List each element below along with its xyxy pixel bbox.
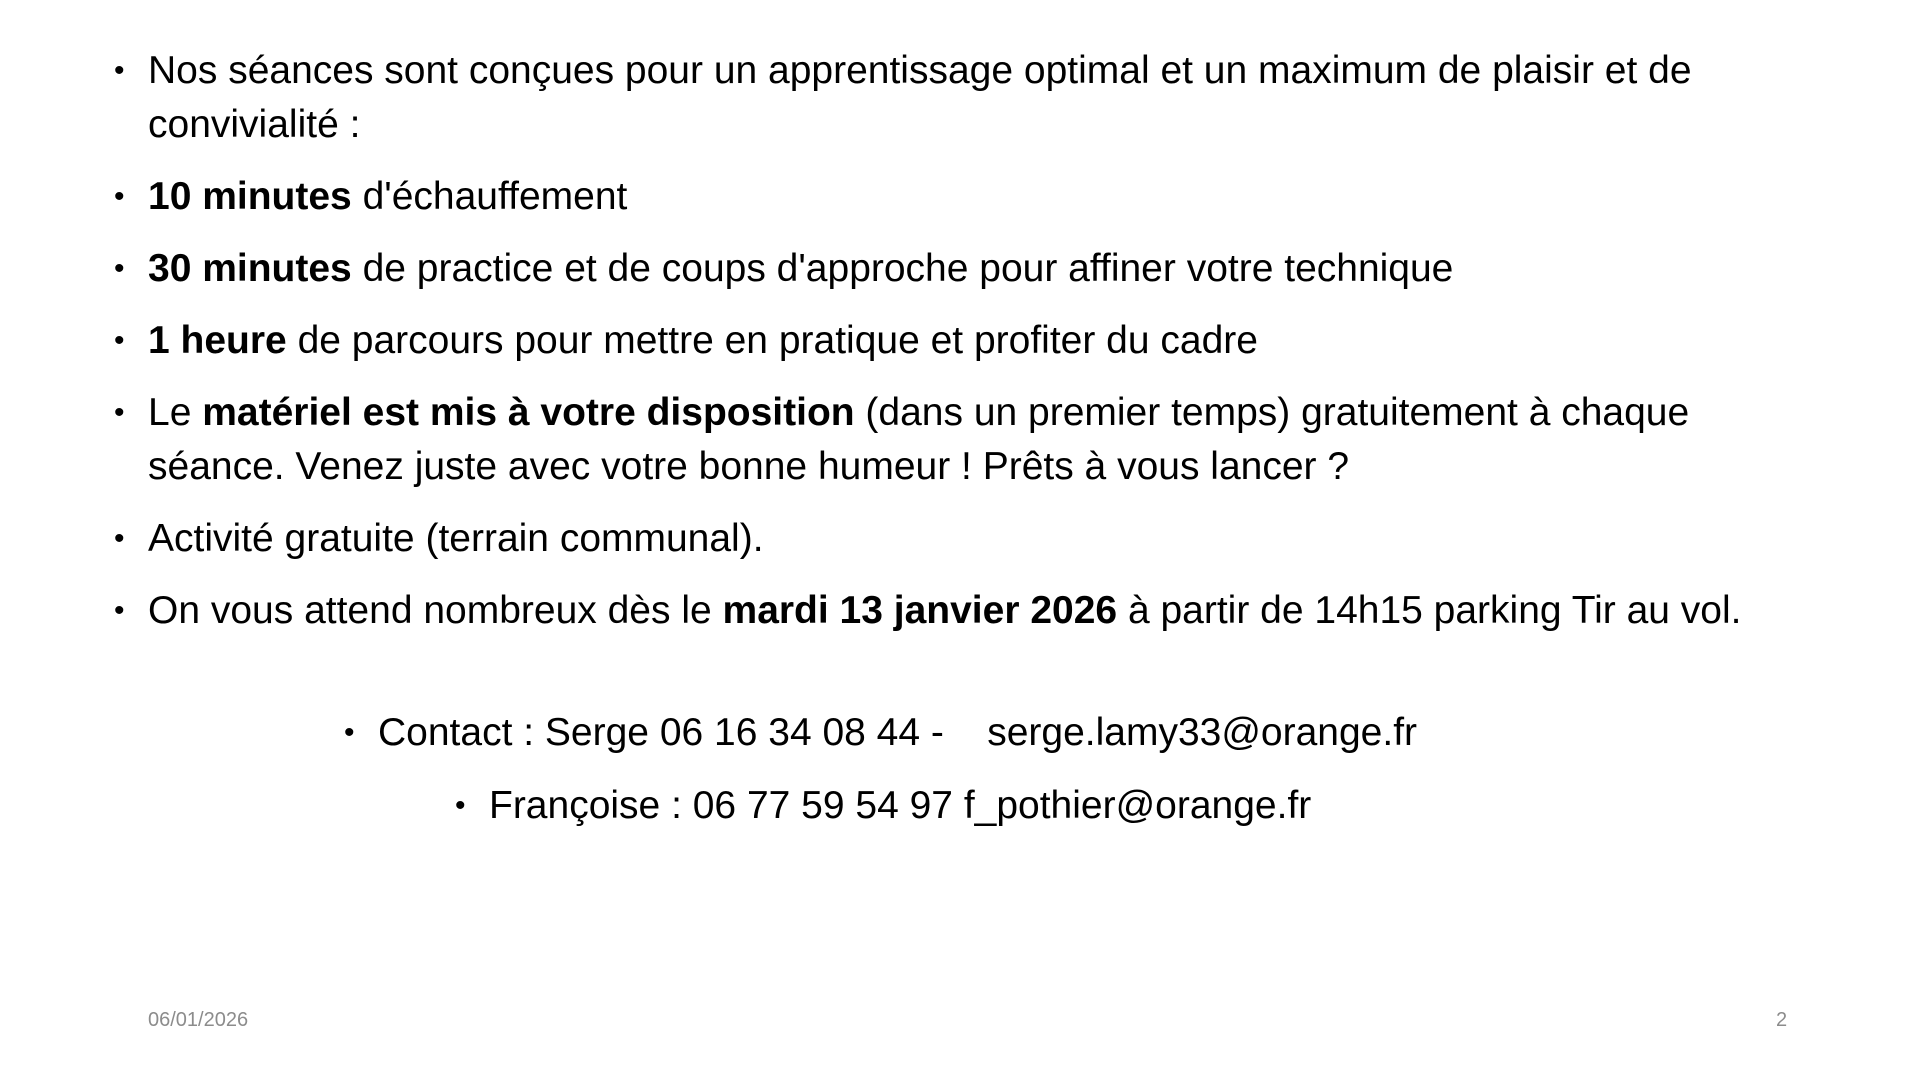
bullet-icon: • bbox=[114, 324, 125, 357]
bullet-icon: • bbox=[114, 180, 125, 213]
bullet-icon: • bbox=[114, 54, 125, 87]
bullet-item-free-activity bbox=[114, 512, 1768, 566]
bullet-text: Nos séances sont conçues pour un apprentissage optimal et un maximum de plaisir et de convivialité : bbox=[148, 49, 1692, 146]
bullet-bold-text: 1 heure bbox=[148, 319, 287, 362]
bullet-text: (dans un premier temps) gratuitement à chaque séance. Venez juste avec votre bonne humeur ! Prêts à vous lancer ? bbox=[148, 391, 1690, 488]
bullet-item-sessions bbox=[114, 44, 1768, 152]
bullet-icon: • bbox=[114, 396, 125, 429]
bullet-bold-text: 30 minutes bbox=[148, 247, 352, 290]
bullet-text-pre: Le bbox=[148, 391, 203, 434]
bullet-text: à partir de 14h15 parking Tir au vol. bbox=[1117, 589, 1742, 632]
bullet-bold-text: 10 minutes bbox=[148, 175, 352, 218]
bullet-item-equipment bbox=[114, 386, 1768, 494]
bullet-icon: • bbox=[114, 594, 125, 627]
contact-francoise bbox=[455, 779, 1312, 833]
bullet-icon: • bbox=[114, 252, 125, 285]
bullet-item-practice bbox=[114, 242, 1768, 296]
bullet-list bbox=[114, 44, 1768, 656]
bullet-text: d'échauffement bbox=[351, 175, 628, 218]
bullet-text-pre: On vous attend nombreux dès le bbox=[148, 589, 723, 632]
bullet-icon: • bbox=[455, 789, 466, 822]
contact-serge bbox=[344, 706, 1418, 760]
bullet-text: de practice et de coups d'approche pour affiner votre technique bbox=[351, 247, 1454, 290]
bullet-bold-text: mardi 13 janvier 2026 bbox=[722, 589, 1118, 632]
bullet-text: Activité gratuite (terrain communal). bbox=[148, 517, 764, 560]
contact-serge-text: Contact : Serge 06 16 34 08 44 - serge.lamy33@orange.fr bbox=[378, 711, 1418, 754]
footer-date: 06/01/2026 bbox=[148, 1009, 249, 1031]
bullet-item-course bbox=[114, 314, 1768, 368]
bullet-item-start-date bbox=[114, 584, 1768, 638]
bullet-text: de parcours pour mettre en pratique et profiter du cadre bbox=[286, 319, 1258, 362]
bullet-bold-text: matériel est mis à votre disposition bbox=[202, 391, 855, 434]
contact-francoise-text: Françoise : 06 77 59 54 97 f_pothier@orange.fr bbox=[489, 784, 1312, 827]
bullet-icon: • bbox=[344, 716, 355, 749]
bullet-item-warmup bbox=[114, 170, 1768, 224]
bullet-icon: • bbox=[114, 522, 125, 555]
page-number: 2 bbox=[1776, 1009, 1788, 1031]
